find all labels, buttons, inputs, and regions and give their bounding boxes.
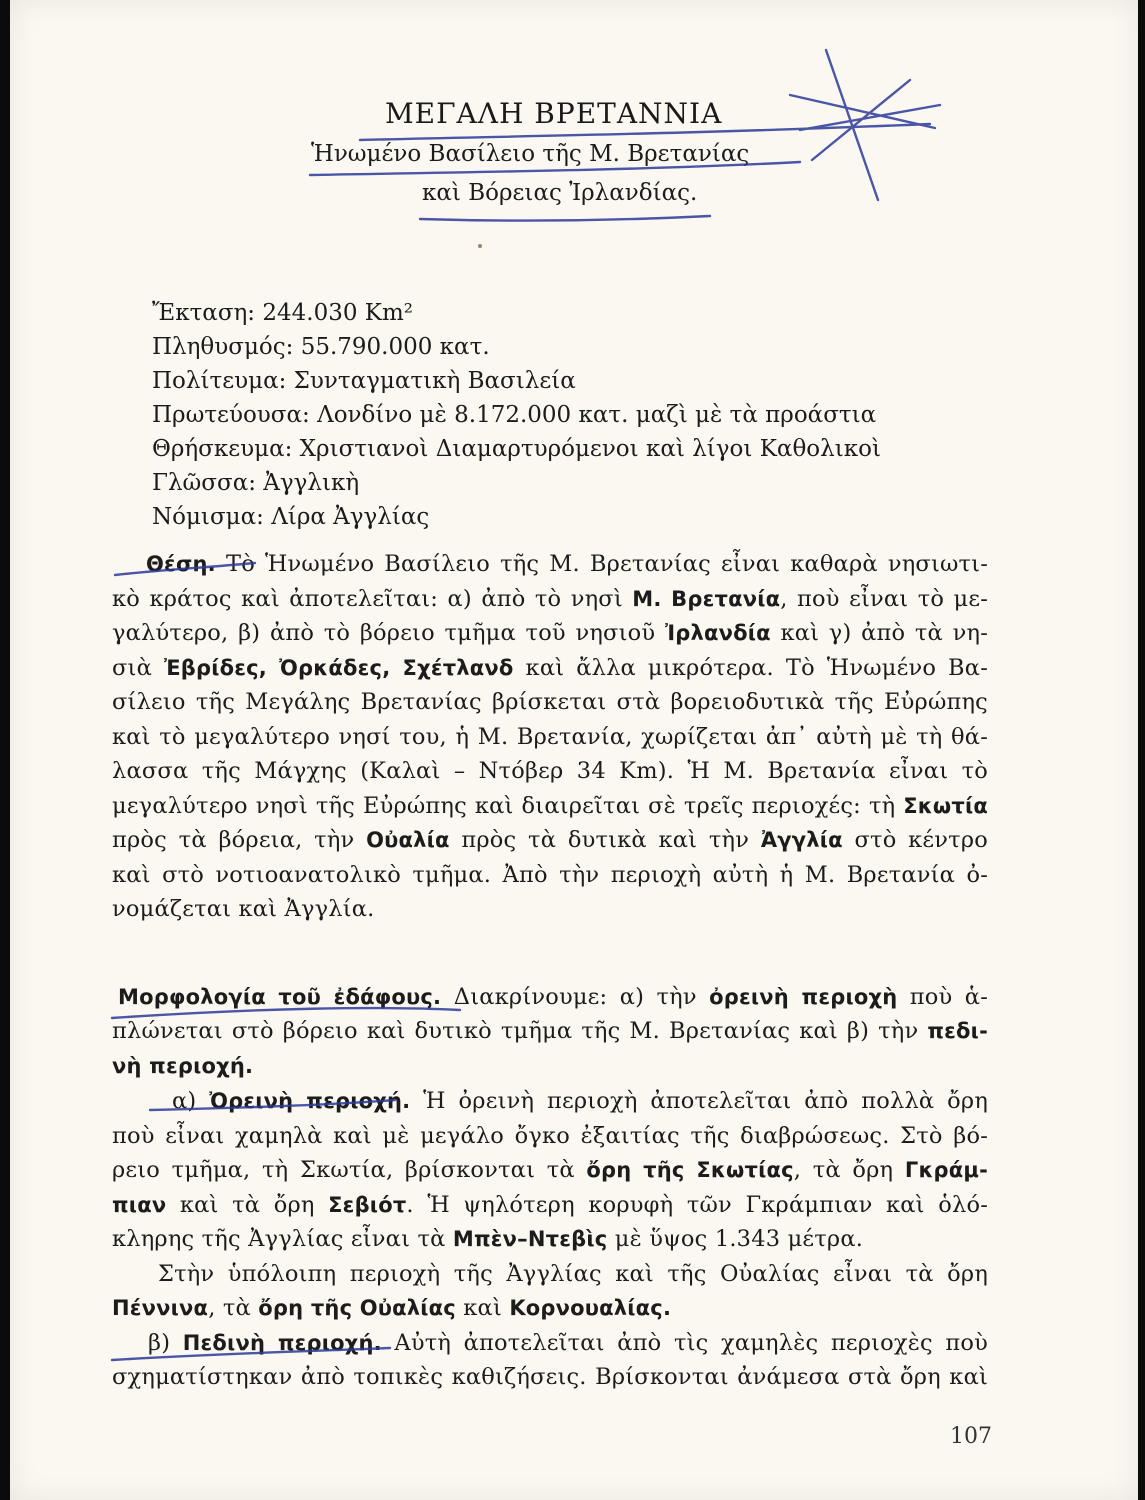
text-run: καὶ στὸ νοτιοανατολικὸ τμῆμα. Ἀπὸ τὴν περιοχὴ αὐτὴ ἡ Μ. Βρετανία ὀ- xyxy=(112,862,988,888)
fact-language: Γλῶσσα: Ἀγγλικὴ xyxy=(152,470,360,496)
text-run: καὶ ἄλλα μικρότερα. Τὸ Ἡνωμένο Βα- xyxy=(513,655,988,681)
text-line xyxy=(112,620,988,646)
bold-term: Μπὲν–Ντεβὶς xyxy=(452,1227,608,1251)
text-line xyxy=(112,1364,988,1390)
text-line xyxy=(112,724,988,750)
text-run: , ποὺ εἶναι τὸ με- xyxy=(780,586,989,612)
text-run: πρὸς τὰ βόρεια, τὴν xyxy=(112,827,367,853)
text-run: γαλύτερο, β) ἀπὸ τὸ βόρειο τμῆμα τοῦ νησιοῦ xyxy=(112,620,665,646)
section-heading: Θέση. xyxy=(146,552,227,576)
text-run: λασσα τῆς Μάγχης (Καλαὶ – Ντόβερ 34 Km). Ἡ Μ. Βρετανία εἶναι τὸ xyxy=(112,758,988,784)
text-line xyxy=(112,655,988,681)
bold-term: ὀρεινὴ περιοχὴ xyxy=(709,985,898,1009)
bold-term: ὄρη τῆς Σκωτίας xyxy=(586,1158,794,1182)
text-run: , τὰ ὄρη xyxy=(793,1157,905,1183)
bold-term: ὄρη τῆς Οὐαλίας xyxy=(258,1296,456,1320)
text-run: , τὰ xyxy=(208,1295,259,1321)
bold-term: Μ. Βρετανία xyxy=(632,587,781,611)
text-run: Διακρίνουμε: α) τὴν xyxy=(453,984,710,1010)
bold-term: Σεβιότ xyxy=(328,1193,407,1217)
bold-term: Πέννινα xyxy=(112,1296,209,1320)
text-run: κληρης τῆς Ἀγγλίας εἶναι τὰ xyxy=(112,1226,453,1252)
text-run: κὸ κράτος καὶ ἀποτελεῖται: α) ἀπὸ τὸ νησὶ xyxy=(112,586,633,612)
text-line xyxy=(112,1192,988,1218)
bold-term: Γκράμ- xyxy=(904,1158,988,1182)
bold-term: Κορνουαλίας. xyxy=(509,1296,672,1320)
text-run: Ἡ ὀρεινὴ περιοχὴ ἀποτελεῖται ἀπὸ πολλὰ ὄρη xyxy=(410,1088,988,1114)
text-run: σιὰ xyxy=(112,655,164,681)
text-line xyxy=(112,586,988,612)
text-line xyxy=(112,1018,988,1044)
text-run: πρὸς τὰ δυτικὰ καὶ τὴν xyxy=(449,827,761,853)
text-line xyxy=(146,551,988,577)
bold-term: πεδι- xyxy=(927,1019,988,1043)
text-line xyxy=(112,1157,988,1183)
text-line xyxy=(112,793,988,819)
text-line xyxy=(112,689,988,715)
page-title: ΜΕΓΑΛΗ ΒΡΕΤΑΝΝΙΑ xyxy=(385,97,723,130)
text-run: μὲ ὕψος 1.343 μέτρα. xyxy=(607,1226,864,1252)
text-run: καὶ τὸ μεγαλύτερο νησί του, ἡ Μ. Βρετανία, χωρίζεται ἀπ᾽ αὐτὴ μὲ τὴ θά- xyxy=(112,724,988,750)
text-run: σίλειο τῆς Μεγάλης Βρετανίας βρίσκεται στὰ βορειοδυτικὰ τῆς Εὐρώπης xyxy=(112,689,988,715)
text-line xyxy=(112,862,988,888)
text-run: β) xyxy=(148,1330,183,1356)
subtitle-line-2: καὶ Βόρειας Ἰρλανδίας. xyxy=(422,180,698,206)
text-run: ρειο τμῆμα, τὴ Σκωτία, βρίσκονται τὰ xyxy=(112,1157,587,1183)
fact-currency: Νόμισμα: Λίρα Ἀγγλίας xyxy=(152,504,430,530)
text-run: . Ἡ ψηλότερη κορυφὴ τῶν Γκράμπιαν καὶ ὁλό- xyxy=(406,1192,989,1218)
text-line xyxy=(148,1330,988,1356)
text-line xyxy=(112,827,988,853)
text-line xyxy=(118,984,988,1010)
text-run: Τὸ Ἡνωμένο Βασίλειο τῆς Μ. Βρετανίας εἶναι καθαρὰ νησιωτι- xyxy=(226,551,988,577)
text-run: καὶ xyxy=(455,1295,510,1321)
text-line xyxy=(112,1295,671,1321)
text-run: ποὺ εἶναι χαμηλὰ καὶ μὲ μεγάλο ὄγκο ἐξαιτίας τῆς διαβρώσεως. Στὸ βό- xyxy=(112,1123,988,1149)
fact-area: Ἔκταση: 244.030 Km² xyxy=(152,300,414,326)
text-run: μεγαλύτερο νησὶ τῆς Εὐρώπης καὶ διαιρεῖται σὲ τρεῖς περιοχές: τὴ xyxy=(112,793,904,819)
text-line xyxy=(112,896,375,922)
bold-term: πιαν xyxy=(112,1193,167,1217)
fact-population: Πληθυσμός: 55.790.000 κατ. xyxy=(152,334,490,360)
text-run: α) xyxy=(172,1088,210,1114)
text-run: καὶ τὰ ὄρη xyxy=(166,1192,329,1218)
bold-term: Πεδινὴ περιοχή. xyxy=(182,1331,382,1355)
bold-term: Οὐαλία xyxy=(366,828,450,852)
text-line xyxy=(112,1053,253,1079)
text-run: ποὺ ἁ- xyxy=(897,984,988,1010)
text-run: σχηματίστηκαν ἀπὸ τοπικὲς καθιζήσεις. Βρίσκονται ἀνάμεσα στὰ ὄρη καὶ xyxy=(112,1364,988,1390)
text-line xyxy=(172,1088,988,1114)
bold-term: Ἀγγλία xyxy=(760,828,843,852)
fact-capital: Πρωτεύουσα: Λονδίνο μὲ 8.172.000 κατ. μαζὶ μὲ τὰ προάστια xyxy=(152,402,877,428)
text-run: Αὐτὴ ἀποτελεῖται ἀπὸ τὶς χαμηλὲς περιοχὲς ποὺ xyxy=(381,1330,988,1356)
fact-government: Πολίτευμα: Συνταγματικὴ Βασιλεία xyxy=(152,368,576,394)
bold-term: νὴ περιοχή. xyxy=(112,1054,254,1078)
page-number: 107 xyxy=(950,1424,992,1449)
text-run: πλώνεται στὸ βόρειο καὶ δυτικὸ τμῆμα τῆς Μ. Βρετανίας καὶ β) τὴν xyxy=(112,1018,928,1044)
text-run: στὸ κέντρο xyxy=(842,827,988,853)
bold-term: Ὀρεινὴ περιοχή. xyxy=(209,1089,411,1113)
fact-religion: Θρήσκευμα: Χριστιανοὶ Διαμαρτυρόμενοι καὶ λίγοι Καθολικοὶ xyxy=(152,436,881,462)
text-run: καὶ γ) ἀπὸ τὰ νη- xyxy=(770,620,988,646)
bold-term: Ἰρλανδία xyxy=(664,621,771,645)
section-heading: Μορφολογία τοῦ ἐδάφους. xyxy=(118,985,454,1009)
bold-term: Σκωτία xyxy=(903,794,988,818)
subtitle-line-1: Ἡνωμένο Βασίλειο τῆς Μ. Βρετανίας xyxy=(311,141,750,167)
text-line xyxy=(112,1226,863,1252)
text-line xyxy=(112,1123,988,1149)
text-run: νομάζεται καὶ Ἀγγλία. xyxy=(112,896,375,922)
text-line xyxy=(158,1261,988,1287)
text-line xyxy=(112,758,988,784)
bold-term: Ἐβρίδες, Ὀρκάδες, Σχέτλανδ xyxy=(163,656,514,680)
text-run: Στὴν ὑπόλοιπη περιοχὴ τῆς Ἀγγλίας καὶ τῆς Οὐαλίας εἶναι τὰ ὄρη xyxy=(158,1261,988,1287)
